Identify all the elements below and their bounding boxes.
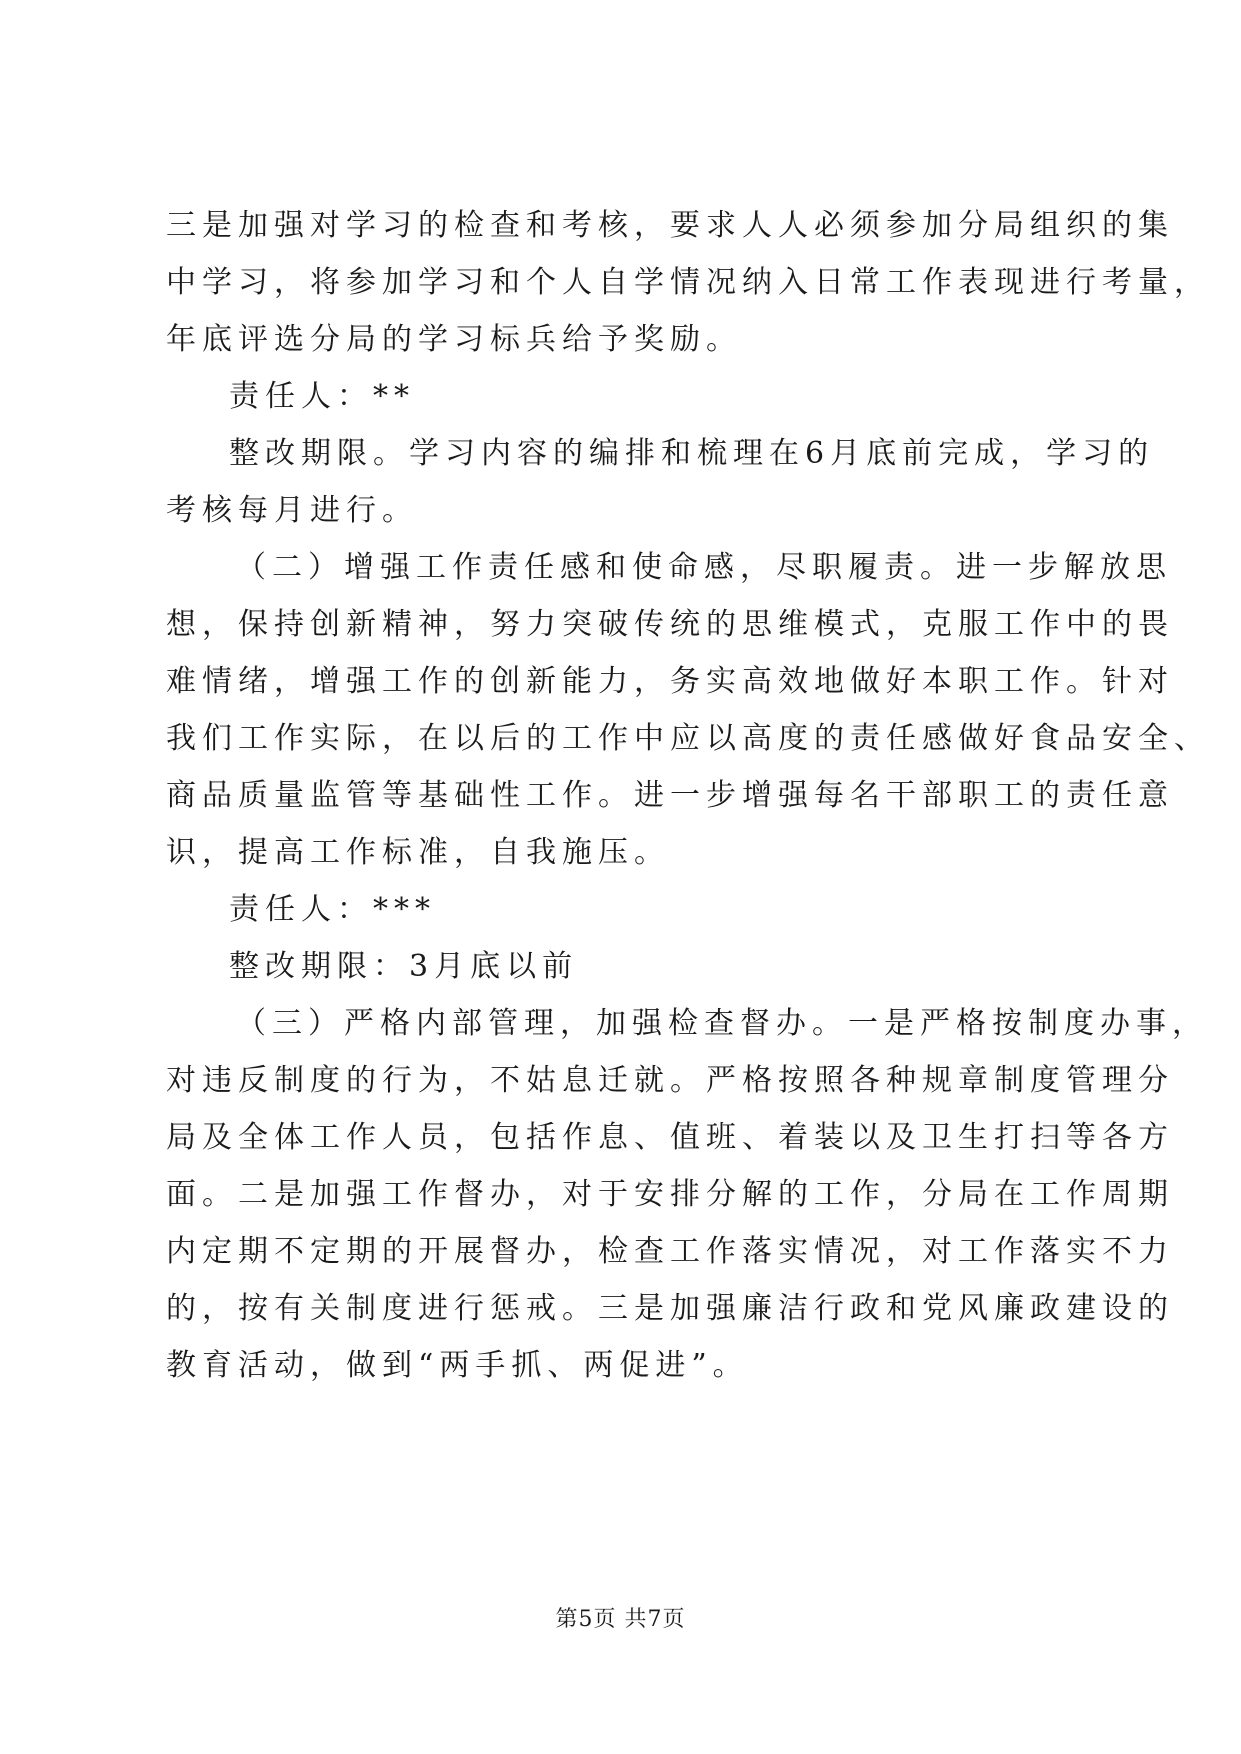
- text-line: 内定期不定期的开展督办，检查工作落实情况，对工作落实不力: [166, 1234, 1174, 1269]
- text-line: 想，保持创新精神，努力突破传统的思维模式，克服工作中的畏: [166, 607, 1174, 642]
- text-line: 识，提高工作标准，自我施压。: [166, 835, 670, 870]
- responsible-person: 责任人：**: [229, 379, 415, 414]
- deadline-text: 整改期限。学习内容的编排和梳理在6月底前完成，学习的: [229, 436, 1155, 471]
- text-line: 面。二是加强工作督办，对于安排分解的工作，分局在工作周期: [166, 1177, 1174, 1212]
- deadline-text: 整改期限：3月底以前: [229, 949, 579, 984]
- text-line: 难情绪，增强工作的创新能力，务实高效地做好本职工作。针对: [166, 664, 1174, 699]
- text-line: 商品质量监管等基础性工作。进一步增强每名干部职工的责任意: [166, 778, 1174, 813]
- text-line: 年底评选分局的学习标兵给予奖励。: [166, 322, 742, 357]
- page-number: 第5页 共7页: [555, 1607, 686, 1632]
- text-line: 考核每月进行。: [166, 493, 418, 528]
- text-line: 教育活动，做到“两手抓、两促进”。: [166, 1348, 749, 1383]
- text-line: 局及全体工作人员，包括作息、值班、着装以及卫生打扫等各方: [166, 1120, 1174, 1155]
- section-heading-2: （二）增强工作责任感和使命感，尽职履责。进一步解放思: [236, 550, 1172, 585]
- text-line: 中学习，将参加学习和个人自学情况纳入日常工作表现进行考量，: [166, 265, 1210, 300]
- responsible-person: 责任人：***: [229, 892, 436, 927]
- section-heading-3: （三）严格内部管理，加强检查督办。一是严格按制度办事，: [236, 1006, 1208, 1041]
- text-line: 对违反制度的行为，不姑息迁就。严格按照各种规章制度管理分: [166, 1063, 1174, 1098]
- text-line: 三是加强对学习的检查和考核，要求人人必须参加分局组织的集: [166, 208, 1174, 243]
- text-line: 我们工作实际，在以后的工作中应以高度的责任感做好食品安全、: [166, 721, 1210, 756]
- text-line: 的，按有关制度进行惩戒。三是加强廉洁行政和党风廉政建设的: [166, 1291, 1174, 1326]
